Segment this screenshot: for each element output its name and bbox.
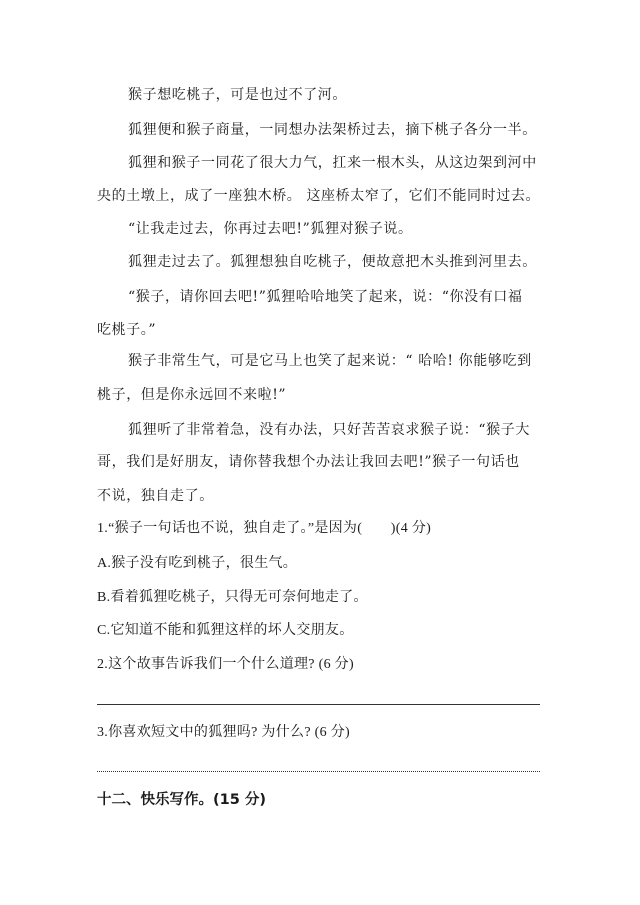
story-p6-line2: 吃桃子。” [97,322,157,338]
story-p2-line1: 狐狸便和猴子商量，一同想办法架桥过去，摘下桃子各分一半。 [128,122,537,138]
story-p8-line3: 不说，独自走了。 [97,488,214,504]
story-p6-line1: “猴子，请你回去吧!”狐狸哈哈地笑了起来，说：“你没有口福 [128,289,523,305]
question-3-answer-line[interactable] [97,771,540,772]
section-heading: 十二、快乐写作。(15 分) [97,792,266,808]
question-2-answer-line[interactable] [97,704,540,705]
question-3: 3.你喜欢短文中的狐狸吗? 为什么? (6 分) [97,725,350,740]
question-1-option-b[interactable]: B.看着狐狸吃桃子，只得无可奈何地走了。 [97,590,368,605]
question-2: 2.这个故事告诉我们一个什么道理? (6 分) [97,657,354,672]
story-p7-line1: 猴子非常生气，可是它马上也笑了起来说：“ 哈哈! 你能够吃到 [128,353,532,369]
story-p1-line1: 猴子想吃桃子，可是也过不了河。 [128,87,347,103]
story-p5-line1: 狐狸走过去了。狐狸想独自吃桃子，便故意把木头推到河里去。 [128,254,537,270]
story-p8-line2: 哥，我们是好朋友，请你替我想个办法让我回去吧!”猴子一句话也 [97,454,520,470]
story-p7-line2: 桃子，但是你永远回不来啦!” [97,387,287,403]
story-p3-line2: 央的土墩上，成了一座独木桥。 这座桥太窄了，它们不能同时过去。 [97,188,541,204]
story-p3-line1: 狐狸和猴子一同花了很大力气，扛来一根木头，从这边架到河中 [128,155,537,171]
question-1-option-a[interactable]: A.猴子没有吃到桃子，很生气。 [97,556,298,571]
question-1-option-c[interactable]: C.它知道不能和狐狸这样的坏人交朋友。 [97,623,354,638]
question-1: 1.“猴子一句话也不说，独自走了。”是因为( )(4 分) [97,521,432,536]
story-p4-line1: “让我走过去，你再过去吧!”狐狸对猴子说。 [128,221,413,237]
story-p8-line1: 狐狸听了非常着急，没有办法，只好苦苦哀求猴子说：“猴子大 [128,422,530,438]
